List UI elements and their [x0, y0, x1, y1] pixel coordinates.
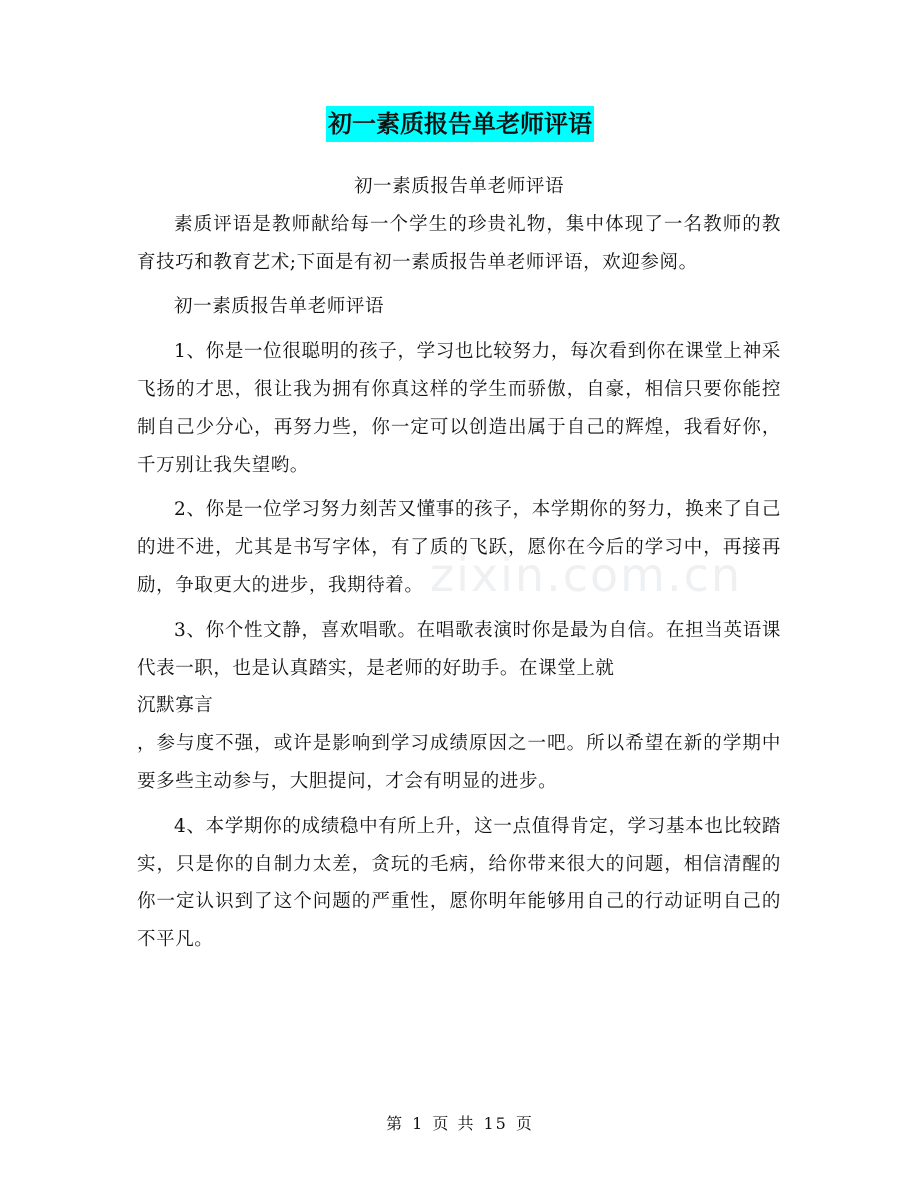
watermark: zixin.com.cn: [430, 548, 743, 602]
intro-paragraph: 素质评语是教师献给每一个学生的珍贵礼物，集中体现了一名教师的教育技巧和教育艺术;下面是有初一素质报告单老师评语，欢迎参阅。: [137, 213, 781, 273]
footer-total-pages: 15: [483, 1114, 508, 1133]
comment-item-2: 2、你是一位学习努力刻苦又懂事的孩子，本学期你的努力，换来了自己的进不进，尤其是书写字体，有了质的飞跃，愿你在今后的学习中，再接再励，争取更大的进步，我期待着。: [137, 499, 781, 596]
footer-prefix: 第: [386, 1114, 405, 1133]
document-title-text: 初一素质报告单老师评语: [326, 106, 594, 142]
comment-item-3-part-2: 沉默寡言: [137, 695, 214, 717]
document-body: [137, 168, 781, 959]
footer-mid: 页 共: [432, 1114, 476, 1133]
page-footer: [0, 1113, 920, 1135]
section-heading: 初一素质报告单老师评语: [174, 296, 385, 318]
document-title: [0, 106, 920, 142]
comment-item-3-part-1: 3、你个性文静，喜欢唱歌。在唱歌表演时你是最为自信。在担当英语课代表一职，也是认真踏实，是老师的好助手。在课堂上就: [137, 619, 781, 679]
footer-suffix: 页: [515, 1114, 534, 1133]
comment-item-1: 1、你是一位很聪明的孩子，学习也比较努力，每次看到你在课堂上神采飞扬的才思，很让我为拥有你真这样的学生而骄傲，自豪，相信只要你能控制自己少分心，再努力些，你一定可以创造出属于自己的辉煌，我看好你，千万别让我失望哟。: [137, 341, 781, 476]
document-subtitle: 初一素质报告单老师评语: [353, 176, 565, 197]
footer-current-page: 1: [412, 1114, 425, 1133]
comment-item-3-part-3: ，参与度不强，或许是影响到学习成绩原因之一吧。所以希望在新的学期中要多些主动参与，大胆提问，才会有明显的进步。: [137, 733, 781, 792]
comment-item-4: 4、本学期你的成绩稳中有所上升，这一点值得肯定，学习基本也比较踏实，只是你的自制力太差，贪玩的毛病，给你带来很大的问题，相信清醒的你一定认识到了这个问题的严重性，愿你明年能够用自己的行动证明自己的不平凡。: [137, 815, 781, 951]
